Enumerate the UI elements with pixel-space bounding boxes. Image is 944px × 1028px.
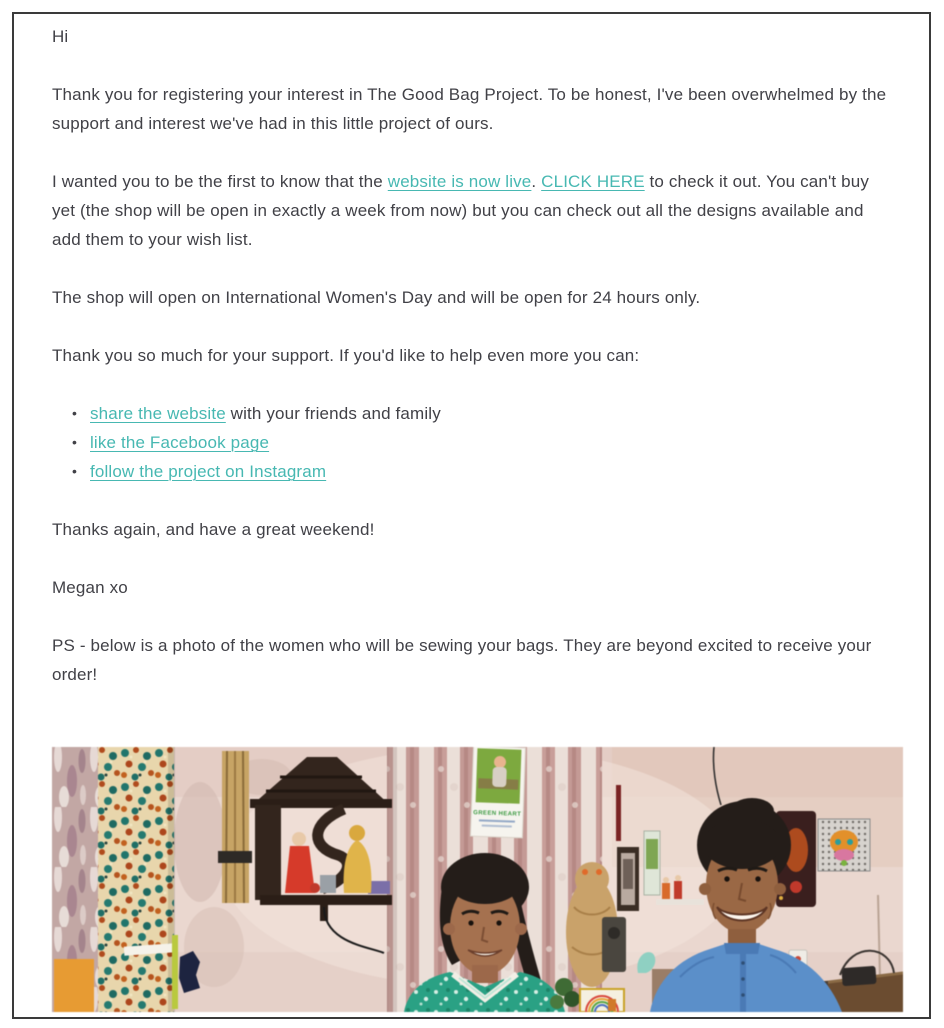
email-body [14, 14, 929, 1012]
paragraph [52, 80, 891, 138]
text-run: Megan xo [52, 578, 128, 597]
instagram-link[interactable]: follow the project on Instagram [90, 462, 327, 481]
broom-bundle [218, 751, 252, 903]
text-run: Thank you so much for your support. If you'd like to help even more you can: [52, 346, 640, 365]
list-item [52, 457, 891, 486]
paragraph [52, 283, 891, 312]
text-run: with your friends and family [225, 404, 441, 423]
poster-text: GREEN HEART [473, 810, 522, 818]
text-run: PS - below is a photo of the women who will be sewing your bags. They are beyond excited to receive your order! [52, 636, 872, 684]
share-website-link[interactable]: share the website [90, 404, 226, 423]
list-item [52, 399, 891, 428]
paragraph [52, 22, 891, 51]
click-here-link[interactable]: CLICK HERE [541, 172, 645, 191]
paragraph [52, 515, 891, 544]
text-run: Thank you for registering your interest in The Good Bag Project. To be honest, I've been overwhelmed by the support and interest we've had in this little project of ours. [52, 85, 887, 133]
text-run: . [531, 172, 542, 191]
help-list [52, 399, 891, 486]
paragraph [52, 631, 891, 689]
photo-of-women [52, 747, 903, 1012]
paragraph [52, 573, 891, 602]
poster-green-heart [470, 747, 525, 838]
facebook-page-link[interactable]: like the Facebook page [90, 433, 270, 452]
email-frame [12, 12, 931, 1019]
email-text [52, 22, 891, 689]
text-run: Thanks again, and have a great weekend! [52, 520, 375, 539]
text-run: to check it out. You can't buy yet (the shop will be open in exactly a week from now) but you can check out all the designs available and add them to your wish list. [52, 172, 870, 249]
text-run: The shop will open on International Women's Day and will be open for 24 hours only. [52, 288, 701, 307]
paragraph [52, 341, 891, 370]
paragraph [52, 167, 891, 254]
text-run: I wanted you to be the first to know that the [52, 172, 388, 191]
list-item [52, 428, 891, 457]
text-run: Hi [52, 27, 69, 46]
photo-illustration [52, 747, 903, 1012]
website-live-link[interactable]: website is now live [387, 172, 532, 191]
tiedye-curtain [52, 747, 100, 1012]
